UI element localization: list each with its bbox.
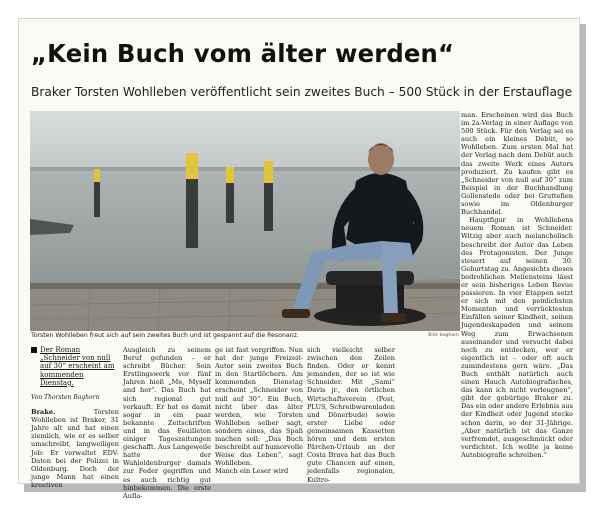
author-byline: Von Thorsten Baghorn: [31, 394, 100, 402]
right-text-column: [461, 111, 573, 481]
body-column-1: [31, 346, 119, 489]
body-column-4: [307, 346, 395, 484]
headline: „Kein Buch vom älter werden“: [31, 39, 455, 68]
paragraph: [31, 408, 119, 489]
paragraph: man. Erscheinen wird das Buch im 2a-Verlag in einer Auflage von 500 Stück. Für den Verlag sei es auch ein kleines Debüt, so Wohlleben. Zum ersten Mal hat der Verlag nach dem Debüt auch das zweite Werk eines Autors produziert. Zu kaufen gibt es „Schneider von null auf 30“ zum Beispiel in der Buchhandlung Gollenstede oder bei Gruttefien sowie im Oldenburger Buchhandel.: [461, 111, 573, 217]
newspaper-clipping: [18, 18, 580, 500]
subheadline: Braker Torsten Wohlleben veröffentlicht sein zweites Buch – 500 Stück in der Erstauflage: [31, 85, 573, 99]
paragraph: ge ist fast vergriffen. Nun hat der junge Freizeit-Autor sein zweites Buch in den Startlöchern. Am kommenden Dienstag erscheint „Schneider von null auf 30“. Ein Buch, nicht über das älter werden, wie Torsten Wohlleben selber sagt, sondern eines, das Spaß machen soll: „Das Buch beschreibt auf humorvolle Weise das Leben“, sagt Wohlleben. Manch ein Leser wird: [215, 346, 303, 476]
lead-text: Der Roman „Schneider von null auf 30“ erscheint am kommenden Dienstag.: [40, 346, 115, 387]
paragraph: sich vielleicht selber zwischen den Zeilen finden. Oder er kennt jemanden, der so ist wie Schneider. Mit „Sami“ Davis jr., den örtlichen Wirtschaftsverein (Post, PLUS, Schreibwarenladen und Dönerbude) sowie erster Liebe oder gemeinsamen Kassetten hören und dem ersten Pärchen-Urlaub an der Costa Brava hat das Buch gute Chancen auf einen, jedenfalls regionalen, Kultro-: [307, 346, 395, 484]
dateline: Brake.: [31, 408, 56, 417]
article-photo: [30, 111, 460, 331]
photo-credit: Bild: baghorn: [428, 333, 459, 338]
body-column-2: [123, 346, 211, 500]
paragraph: Hauptfigur in Wohllebens neuem Roman ist Schneider. Witzig aber auch melancholisch beschreibt der Autor das Leben des Protagonisten. Der Junge steuert auf seinen 30. Geburtstag zu. Angesichts dieses bedrohlichen Meilensteins lässt er sein bisheriges Leben Revue passieren. In vier Etappen setzt er sich mit den peinlichsten Momenten und verrücktesten Einfällen seiner Kindheit, seinen Jugendeskapaden und seinem Weg zum Erwachsenen auseinander und versucht dabei noch zu entdecken, wer er eigentlich ist – oder oft auch zumindestens gern wäre. „Das Buch enthält natürlich auch einen Hauch Autobiografisches, das kann ich nicht verleugnen“, gibt der gebürtige Braker zu. Das ein oder andere Erlebnis aus der Kindheit oder Jugend stecke schon darin, so der 31-Jährige. „Aber natürlich ist das Ganze verfremdet, ausgeschmückt oder verdichtet. Ich wollte ja keine Autobiografie schreiben.“: [461, 216, 573, 459]
bullet-square-icon: [31, 347, 37, 353]
lead-teaser: [31, 346, 119, 387]
paragraph: Ausgleich zu seinem Beruf gefunden – er schreibt Bücher. Sein Erstlingswerk vor fünf Jahren hieß „Me, Myself and her“. Das Buch hat sich regional gut verkauft. Er hat es damit sogar in ein paar bekannte Zeitschriften und in das Feuilleton einiger Tageszeitungen geschafft. Aus Langeweile hatte der Wahloldenburger damals zur Feder gegriffen und es auch richtig gut hinbekommen. Die erste Aufla-: [123, 346, 211, 500]
paragraph-text: Torsten Wohlleben ist Braker, 31 Jahre alt und hat einen ziemlich, wie er es selber umschreibt, langweiligen Job: Er verwaltet EDV-Daten bei der Polizei in Oldenburg. Doch der junge Mann hat einen kreativen: [31, 408, 119, 489]
body-column-3: [215, 346, 303, 480]
photo-caption: Torsten Wohlleben freut sich auf sein zweites Buch und ist gespannt auf die Resonanz.: [31, 332, 299, 339]
